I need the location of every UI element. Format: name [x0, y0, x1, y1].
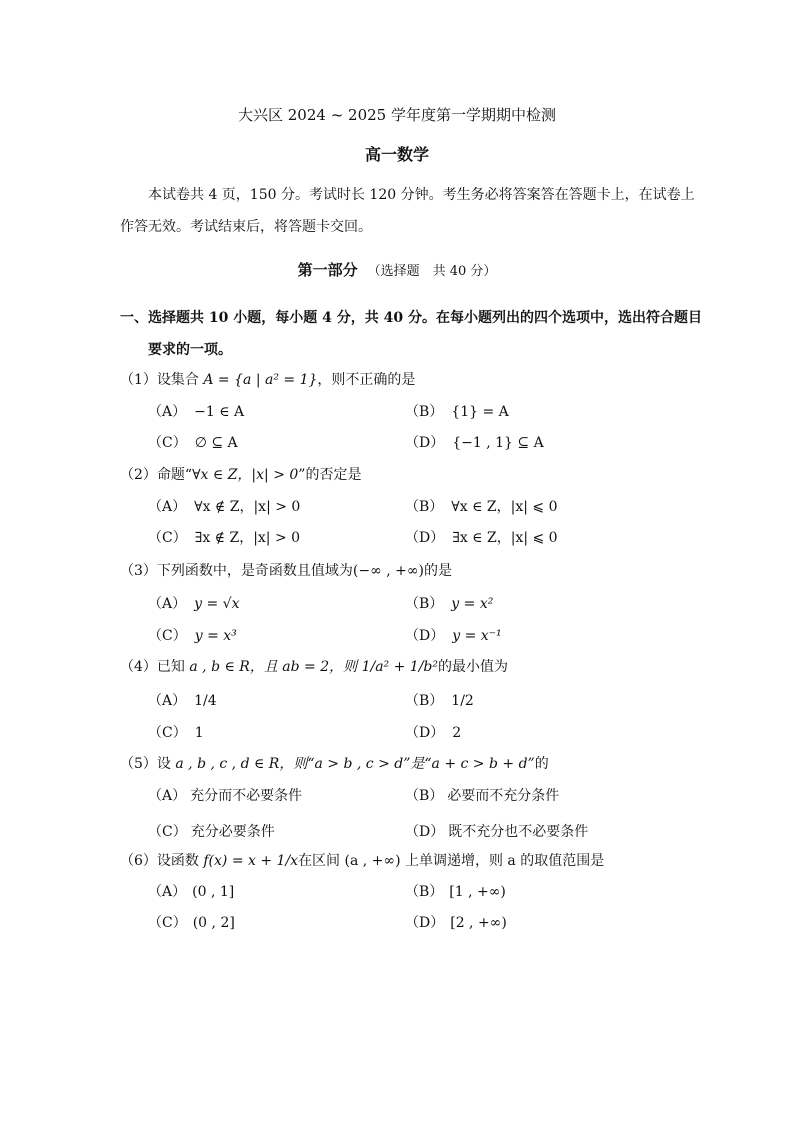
- option-text: {1} = A: [451, 404, 509, 420]
- option-text: y = x³: [194, 628, 237, 644]
- question-4-option-a: [148, 690, 217, 710]
- option-label: （C）: [148, 435, 187, 451]
- question-3-stem: [120, 560, 452, 580]
- option-text: 1/2: [451, 693, 474, 709]
- question-2-option-a: [148, 496, 300, 516]
- section-one-heading-line-2: 要求的一项。: [148, 342, 232, 358]
- option-text: 1: [194, 725, 204, 741]
- option-text: ∀x ∉ Z，|x| > 0: [194, 499, 301, 515]
- stem-math: a , b , c , d ∈ R，则“a > b , c > d”是“a + c > b + d”: [175, 756, 535, 772]
- option-label: （C）: [148, 530, 187, 546]
- option-label: （D）: [405, 435, 445, 451]
- part-one-subtitle: （选择题 共 40 分）: [367, 264, 497, 279]
- option-label: （D）: [405, 725, 445, 741]
- stem-text: 的是: [423, 563, 452, 579]
- option-text: [1 , +∞): [449, 884, 506, 900]
- question-5-option-c: [148, 821, 275, 841]
- question-1-option-b: [405, 401, 509, 421]
- option-text: ∅ ⊆ A: [194, 435, 238, 451]
- option-text: y = √x: [194, 596, 240, 612]
- question-5-option-a: [148, 785, 302, 805]
- question-2-option-d: [405, 527, 558, 547]
- question-number: （3）: [120, 563, 157, 579]
- option-label: （B）: [405, 788, 444, 804]
- question-3-option-a: [148, 593, 239, 613]
- option-label: （B）: [405, 404, 444, 420]
- question-number: （2）: [120, 467, 157, 483]
- question-1-option-a: [148, 401, 244, 421]
- question-4-option-c: [148, 722, 204, 742]
- option-text: y = x²: [451, 596, 494, 612]
- option-text: ∃x ∈ Z，|x| ⩽ 0: [452, 530, 558, 546]
- question-2-option-b: [405, 496, 558, 516]
- option-label: （C）: [148, 725, 187, 741]
- stem-math: f(x) = x + 1/x: [203, 853, 299, 869]
- exam-title: 大兴区 2024 ~ 2025 学年度第一学期期中检测: [238, 106, 556, 124]
- option-text: [2 , +∞): [450, 915, 507, 931]
- question-3-option-b: [405, 593, 493, 613]
- option-label: （C）: [148, 628, 187, 644]
- option-label: （D）: [405, 628, 445, 644]
- question-number: （6）: [120, 853, 157, 869]
- notice-line-1: 本试卷共 4 页，150 分。考试时长 120 分钟。考生务必将答案答在答题卡上，在试卷上: [148, 187, 695, 203]
- stem-text: 命题“: [156, 467, 193, 483]
- option-text: (0 , 1]: [192, 884, 235, 900]
- option-label: （D）: [405, 824, 445, 840]
- option-text: 必要而不充分条件: [447, 788, 560, 804]
- option-label: （A）: [148, 884, 187, 900]
- option-text: −1 ∈ A: [194, 404, 245, 420]
- option-label: （B）: [405, 884, 444, 900]
- option-text: ∃x ∉ Z，|x| > 0: [194, 530, 301, 546]
- stem-text: 设: [156, 756, 176, 772]
- question-6-option-b: [405, 881, 506, 901]
- stem-text: ，则不正确的是: [317, 372, 416, 388]
- question-2-stem: [120, 464, 361, 484]
- subject-title: 高一数学: [364, 145, 429, 164]
- option-label: （B）: [405, 499, 444, 515]
- question-4-stem: [120, 656, 508, 676]
- part-one-heading: [0, 259, 794, 280]
- stem-text: 设集合: [156, 372, 204, 388]
- stem-text: 已知: [156, 659, 190, 675]
- question-6-stem: [120, 850, 604, 870]
- question-1-stem: [120, 369, 415, 389]
- stem-math: ∀x ∈ Z，|x| > 0: [192, 467, 299, 483]
- option-label: （D）: [405, 530, 445, 546]
- stem-text: 在区间 (a , +∞) 上单调递增，则 a 的取值范围是: [298, 853, 605, 869]
- option-text: 2: [452, 725, 462, 741]
- stem-math: (−∞ , +∞): [352, 563, 424, 579]
- option-label: （D）: [405, 915, 445, 931]
- stem-math: a , b ∈ R，且 ab = 2，则 1/a² + 1/b²: [189, 659, 438, 675]
- option-label: （C）: [148, 915, 187, 931]
- question-6-option-c: [148, 912, 235, 932]
- option-label: （A）: [148, 596, 187, 612]
- option-label: （A）: [148, 404, 187, 420]
- question-1-option-c: [148, 432, 238, 452]
- stem-math: A = {a | a² = 1}: [203, 372, 318, 388]
- option-label: （B）: [405, 693, 444, 709]
- option-label: （C）: [148, 824, 187, 840]
- option-text: 充分而不必要条件: [190, 788, 303, 804]
- option-text: {−1 , 1} ⊆ A: [452, 435, 544, 451]
- question-2-option-c: [148, 527, 300, 547]
- stem-text: 的最小值为: [438, 659, 508, 675]
- stem-text: 的: [534, 756, 549, 772]
- stem-text: 下列函数中，是奇函数且值域为: [156, 563, 353, 579]
- part-one-title: 第一部分: [297, 261, 358, 279]
- option-text: 1/4: [194, 693, 217, 709]
- notice-line-2: 作答无效。考试结束后，将答题卡交回。: [120, 219, 372, 235]
- option-text: ∀x ∈ Z，|x| ⩽ 0: [451, 499, 558, 515]
- question-1-option-d: [405, 432, 544, 452]
- question-6-option-d: [405, 912, 507, 932]
- option-label: （A）: [148, 788, 187, 804]
- question-4-option-d: [405, 722, 461, 742]
- question-5-option-b: [405, 785, 559, 805]
- question-4-option-b: [405, 690, 474, 710]
- option-label: （B）: [405, 596, 444, 612]
- section-one-heading-line-1: 一、选择题共 10 小题，每小题 4 分，共 40 分。在每小题列出的四个选项中，选出符合题目: [120, 310, 702, 326]
- question-5-option-d: [405, 821, 588, 841]
- question-6-option-a: [148, 881, 234, 901]
- stem-text: ”的否定是: [298, 467, 362, 483]
- option-label: （A）: [148, 499, 187, 515]
- stem-text: 设函数: [156, 853, 204, 869]
- question-3-option-c: [148, 625, 237, 645]
- question-3-option-d: [405, 625, 502, 645]
- option-text: 既不充分也不必要条件: [448, 824, 589, 840]
- option-text: 充分必要条件: [190, 824, 275, 840]
- question-number: （1）: [120, 372, 157, 388]
- question-5-stem: [120, 753, 549, 773]
- option-label: （A）: [148, 693, 187, 709]
- question-number: （4）: [120, 659, 157, 675]
- option-text: y = x⁻¹: [452, 628, 502, 644]
- question-number: （5）: [120, 756, 157, 772]
- option-text: (0 , 2]: [192, 915, 235, 931]
